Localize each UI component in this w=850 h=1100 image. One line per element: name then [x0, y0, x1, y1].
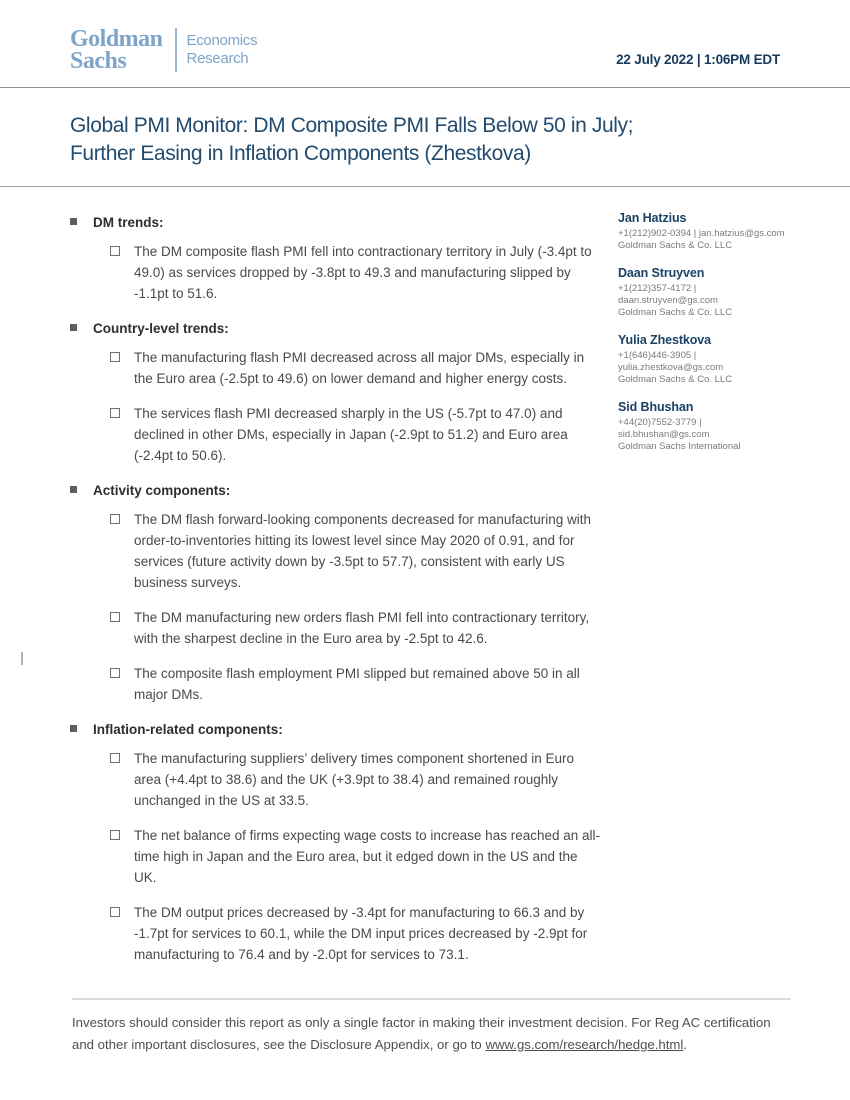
title-divider: [0, 186, 850, 187]
section-heading: DM trends:: [93, 215, 164, 230]
author-phone: +44(20)7552-3779 |: [618, 417, 702, 428]
report-title: [70, 112, 790, 167]
section-heading-row: [70, 318, 600, 339]
goldman-sachs-logo: [70, 28, 257, 72]
bullet-item: [70, 748, 600, 811]
section-country-level-trends: [70, 318, 600, 466]
report-datetime: 22 July 2022 | 1:06PM EDT: [616, 52, 780, 67]
logo-line1: Goldman: [70, 26, 163, 52]
section-inflation-components: [70, 719, 600, 965]
author-jan-hatzius: [618, 211, 808, 252]
section-heading-row: [70, 212, 600, 233]
author-phone: +1(212)357-4172 |: [618, 283, 697, 294]
section-heading: Activity components:: [93, 483, 231, 498]
division-line1: Economics: [186, 32, 258, 49]
bullet-item: [70, 825, 600, 888]
section-heading-row: [70, 719, 600, 740]
division-line2: Research: [186, 50, 249, 67]
bullet-text: The manufacturing flash PMI decreased across all major DMs, especially in the Euro area (-2.5pt to 49.6) on lower demand and higher energy costs.: [134, 350, 585, 386]
title-line1: Global PMI Monitor: DM Composite PMI Falls Below 50 in July;: [70, 114, 634, 137]
author-company: Goldman Sachs & Co. LLC: [618, 374, 733, 385]
report-body: [70, 212, 600, 979]
bullet-text: The DM composite flash PMI fell into contractionary territory in July (-3.4pt to 49.0) as services dropped by -3.8pt to 49.3 and manufacturing slipped by -1.1pt to 51.6.: [134, 244, 592, 301]
authors-sidebar: [618, 211, 808, 467]
title-line2: Further Easing in Inflation Components (Zhestkova): [70, 141, 531, 165]
author-sid-bhushan: [618, 400, 808, 453]
bullet-text: The DM flash forward-looking components decreased for manufacturing with order-to-inventories hitting its lowest level since May 2020 of 0.91, and for services (future activity down by -3.5pt to 57.7), consistent with early US business surveys.: [134, 512, 591, 590]
author-email: yulia.zhestkova@gs.com: [618, 362, 724, 373]
hollow-square-bullet-icon: [110, 907, 120, 917]
author-contact: +1(212)902-0394 | jan.hatzius@gs.com: [618, 228, 785, 239]
logo-line2: Sachs: [70, 48, 127, 74]
disclosure-text-before-link: Investors should consider this report as only a single factor in making their investment decision. For Reg AC certification and other important disclosures, see the Disclosure Appendix, or go to: [72, 1015, 771, 1052]
author-name: Yulia Zhestkova: [618, 333, 711, 347]
author-daan-struyven: [618, 266, 808, 319]
bullet-item: [70, 509, 600, 593]
author-yulia-zhestkova: [618, 333, 808, 386]
bullet-item: [70, 241, 600, 304]
footer-divider: [72, 998, 791, 1000]
author-email: sid.bhushan@gs.com: [618, 429, 710, 440]
hollow-square-bullet-icon: [110, 514, 120, 524]
hedge-disclosure-link[interactable]: www.gs.com/research/hedge.html: [485, 1036, 684, 1052]
bullet-text: The net balance of firms expecting wage costs to increase has reached an all-time high in Japan and the Euro area, but it edged down in the US and the UK.: [134, 828, 601, 885]
report-header: [0, 0, 850, 88]
hollow-square-bullet-icon: [110, 668, 120, 678]
author-email: daan.struyven@gs.com: [618, 295, 718, 306]
author-name: Daan Struyven: [618, 266, 705, 280]
author-company: Goldman Sachs & Co. LLC: [618, 240, 733, 251]
bullet-text: The services flash PMI decreased sharply in the US (-5.7pt to 47.0) and declined in other DMs, especially in Japan (-2.9pt to 51.2) and Euro area (-2.4pt to 50.6).: [134, 406, 568, 463]
bullet-text: The DM output prices decreased by -3.4pt for manufacturing to 66.3 and by -1.7pt for services to 60.1, while the DM input prices decreased by -2.9pt for manufacturing to 76.4 and by -2.0pt for services to 73.1.: [134, 905, 588, 962]
author-phone: +1(646)446-3905 |: [618, 350, 697, 361]
bullet-text: The composite flash employment PMI slipped but remained above 50 in all major DMs.: [134, 666, 580, 702]
bullet-item: [70, 902, 600, 965]
header-divider: [0, 87, 850, 88]
bullet-text: The DM manufacturing new orders flash PMI fell into contractionary territory, with the sharpest decline in the Euro area by -2.5pt to 42.6.: [134, 610, 590, 646]
hollow-square-bullet-icon: [110, 612, 120, 622]
bullet-text: The manufacturing suppliers’ delivery times component shortened in Euro area (+4.4pt to 38.6) and the UK (+3.9pt to 38.4) and remained roughly unchanged in the US at 33.5.: [134, 751, 574, 808]
hollow-square-bullet-icon: [110, 753, 120, 763]
section-heading-row: [70, 480, 600, 501]
bullet-item: [70, 347, 600, 389]
author-company: Goldman Sachs International: [618, 441, 741, 452]
author-company: Goldman Sachs & Co. LLC: [618, 307, 733, 318]
bullet-item: [70, 663, 600, 705]
section-activity-components: [70, 480, 600, 705]
author-name: Sid Bhushan: [618, 400, 694, 414]
hollow-square-bullet-icon: [110, 408, 120, 418]
filled-square-bullet-icon: [70, 725, 77, 732]
disclosure-text: [72, 1012, 791, 1055]
hollow-square-bullet-icon: [110, 352, 120, 362]
disclosure-text-after-link: .: [683, 1036, 688, 1052]
page-edge-mark: [21, 652, 23, 665]
author-name: Jan Hatzius: [618, 211, 687, 225]
section-dm-trends: [70, 212, 600, 304]
section-heading: Inflation-related components:: [93, 722, 283, 737]
hollow-square-bullet-icon: [110, 830, 120, 840]
bullet-item: [70, 607, 600, 649]
disclosure-footer: [72, 998, 791, 1055]
logo-divider: [175, 28, 177, 72]
logo-wordmark: [70, 28, 163, 72]
filled-square-bullet-icon: [70, 486, 77, 493]
filled-square-bullet-icon: [70, 324, 77, 331]
hollow-square-bullet-icon: [110, 246, 120, 256]
filled-square-bullet-icon: [70, 218, 77, 225]
bullet-item: [70, 403, 600, 466]
logo-division-label: [187, 32, 258, 68]
section-heading: Country-level trends:: [93, 321, 229, 336]
